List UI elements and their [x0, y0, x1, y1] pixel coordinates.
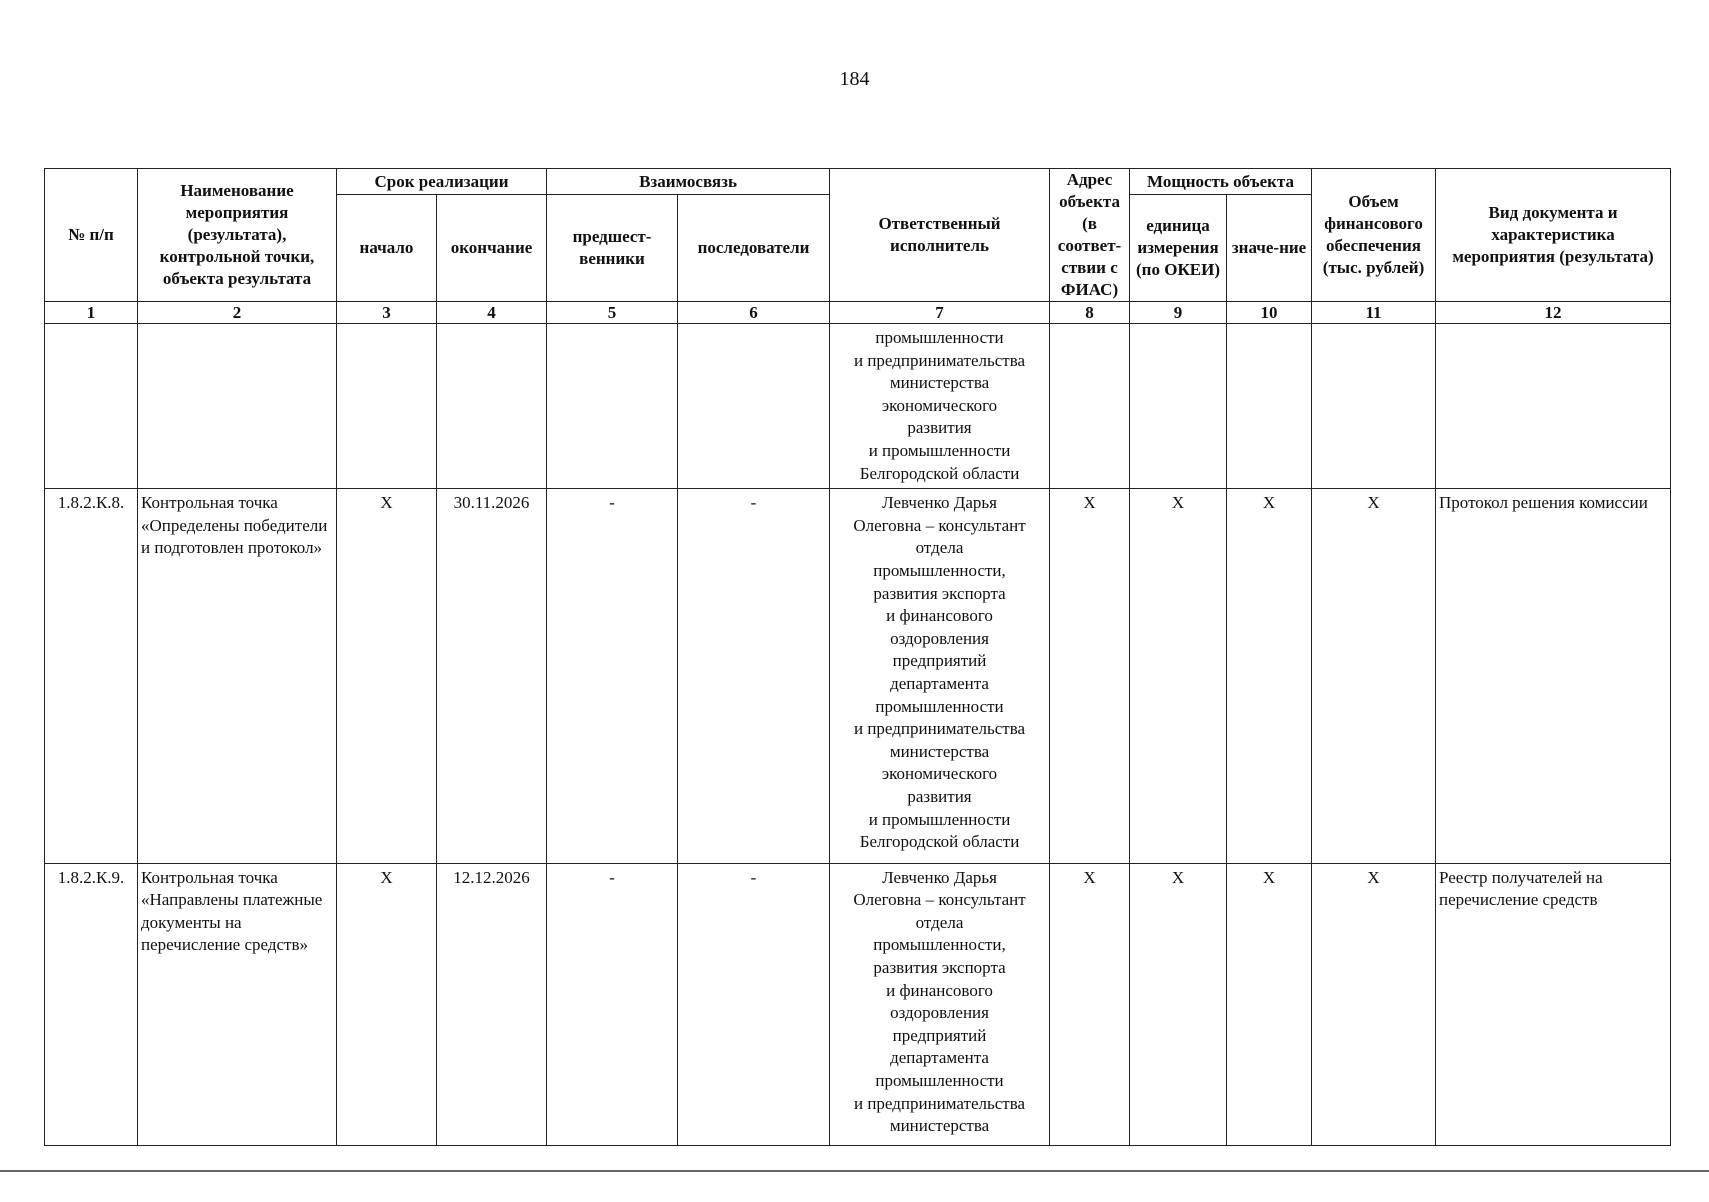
responsible-cell: [830, 324, 1050, 489]
column-number: 3: [337, 302, 437, 324]
column-number: 1: [45, 302, 138, 324]
row-document: Реестр получателей на перечисление средств: [1436, 863, 1671, 1145]
responsible-line: и предпринимательства: [853, 719, 1026, 739]
row-predecessors: -: [547, 489, 678, 863]
responsible-line: министерства: [889, 1116, 990, 1136]
responsible-line: Белгородской области: [859, 832, 1020, 852]
responsible-line: и финансового: [886, 606, 993, 626]
responsible-line: департамента: [890, 1048, 989, 1068]
row-successors: -: [678, 863, 830, 1145]
responsible-line: и предпринимательства: [853, 350, 1026, 370]
responsible-line: Белгородской области: [859, 463, 1020, 483]
row-address: X: [1050, 489, 1130, 863]
row-number: 1.8.2.К.9.: [45, 863, 138, 1145]
responsible-line: развития экспорта: [873, 583, 1006, 603]
responsible-line: экономического: [881, 764, 998, 784]
row-value: X: [1227, 489, 1312, 863]
scan-edge: [0, 1170, 1709, 1202]
column-number: 4: [437, 302, 547, 324]
header-address: Адрес объекта (в соответ-ствии с ФИАС): [1050, 169, 1130, 302]
responsible-line: министерства: [889, 741, 990, 761]
row-unit: X: [1130, 489, 1227, 863]
continuation-row: [45, 324, 1671, 489]
responsible-cell: [830, 489, 1050, 863]
column-number: 7: [830, 302, 1050, 324]
column-number: 12: [1436, 302, 1671, 324]
header-capacity-group: Мощность объекта: [1130, 169, 1312, 195]
row-start: X: [337, 863, 437, 1145]
responsible-line: развития: [907, 786, 972, 806]
responsible-line: Левченко Дарья: [882, 867, 997, 887]
row-name: Контрольная точка «Направлены платежные документы на перечисление средств»: [138, 863, 337, 1145]
column-number: 2: [138, 302, 337, 324]
header-value: значе-ние: [1227, 195, 1312, 302]
column-number: 9: [1130, 302, 1227, 324]
table-row: [45, 489, 1671, 863]
header-name: Наименование мероприятия (результата), контрольной точки, объекта результата: [138, 169, 337, 302]
responsible-line: Олеговна – консультант: [853, 515, 1026, 535]
responsible-line: экономического: [881, 395, 998, 415]
responsible-cell: [830, 863, 1050, 1145]
row-finance: X: [1312, 863, 1436, 1145]
column-number: 8: [1050, 302, 1130, 324]
page-number: 184: [839, 68, 870, 90]
column-number: 6: [678, 302, 830, 324]
responsible-line: предприятий: [892, 651, 987, 671]
responsible-line: Левченко Дарья: [882, 493, 997, 513]
responsible-line: промышленности: [875, 696, 1004, 716]
row-name: Контрольная точка «Определены победители и подготовлен протокол»: [138, 489, 337, 863]
row-value: X: [1227, 863, 1312, 1145]
header-successors: последователи: [678, 195, 830, 302]
header-document: Вид документа и характеристика мероприятия (результата): [1436, 169, 1671, 302]
table-row: [45, 863, 1671, 1145]
column-number-row: [45, 302, 1671, 324]
responsible-line: и промышленности: [868, 440, 1011, 460]
responsible-line: оздоровления: [890, 628, 989, 648]
responsible-line: развития: [907, 418, 972, 438]
header-link-group: Взаимосвязь: [547, 169, 830, 195]
row-start: X: [337, 489, 437, 863]
responsible-line: промышленности,: [873, 935, 1006, 955]
header-unit: единица измерения (по ОКЕИ): [1130, 195, 1227, 302]
column-number: 11: [1312, 302, 1436, 324]
row-unit: X: [1130, 863, 1227, 1145]
header-responsible: Ответственный исполнитель: [830, 169, 1050, 302]
responsible-line: оздоровления: [890, 1003, 989, 1023]
header-start: начало: [337, 195, 437, 302]
responsible-line: и предпринимательства: [853, 1093, 1026, 1113]
row-finance: X: [1312, 489, 1436, 863]
header-end: окончание: [437, 195, 547, 302]
row-successors: -: [678, 489, 830, 863]
responsible-line: развития экспорта: [873, 958, 1006, 978]
responsible-line: департамента: [890, 673, 989, 693]
header-predecessors: предшест-венники: [547, 195, 678, 302]
responsible-line: и промышленности: [868, 809, 1011, 829]
column-number: 10: [1227, 302, 1312, 324]
responsible-line: отдела: [915, 912, 964, 932]
column-number: 5: [547, 302, 678, 324]
responsible-line: Олеговна – консультант: [853, 890, 1026, 910]
header-finance: Объем финансового обеспечения (тыс. рублей): [1312, 169, 1436, 302]
responsible-line: и финансового: [886, 980, 993, 1000]
responsible-line: министерства: [889, 373, 990, 393]
row-number: 1.8.2.К.8.: [45, 489, 138, 863]
row-end: 30.11.2026: [437, 489, 547, 863]
header-num: № п/п: [45, 169, 138, 302]
responsible-line: предприятий: [892, 1025, 987, 1045]
row-address: X: [1050, 863, 1130, 1145]
row-predecessors: -: [547, 863, 678, 1145]
responsible-line: промышленности: [875, 1070, 1004, 1090]
responsible-line: промышленности,: [873, 560, 1006, 580]
responsible-line: промышленности: [875, 328, 1004, 348]
activities-table: [44, 168, 1671, 1146]
row-document: Протокол решения комиссии: [1436, 489, 1671, 863]
header-period-group: Срок реализации: [337, 169, 547, 195]
row-end: 12.12.2026: [437, 863, 547, 1145]
responsible-line: отдела: [915, 538, 964, 558]
